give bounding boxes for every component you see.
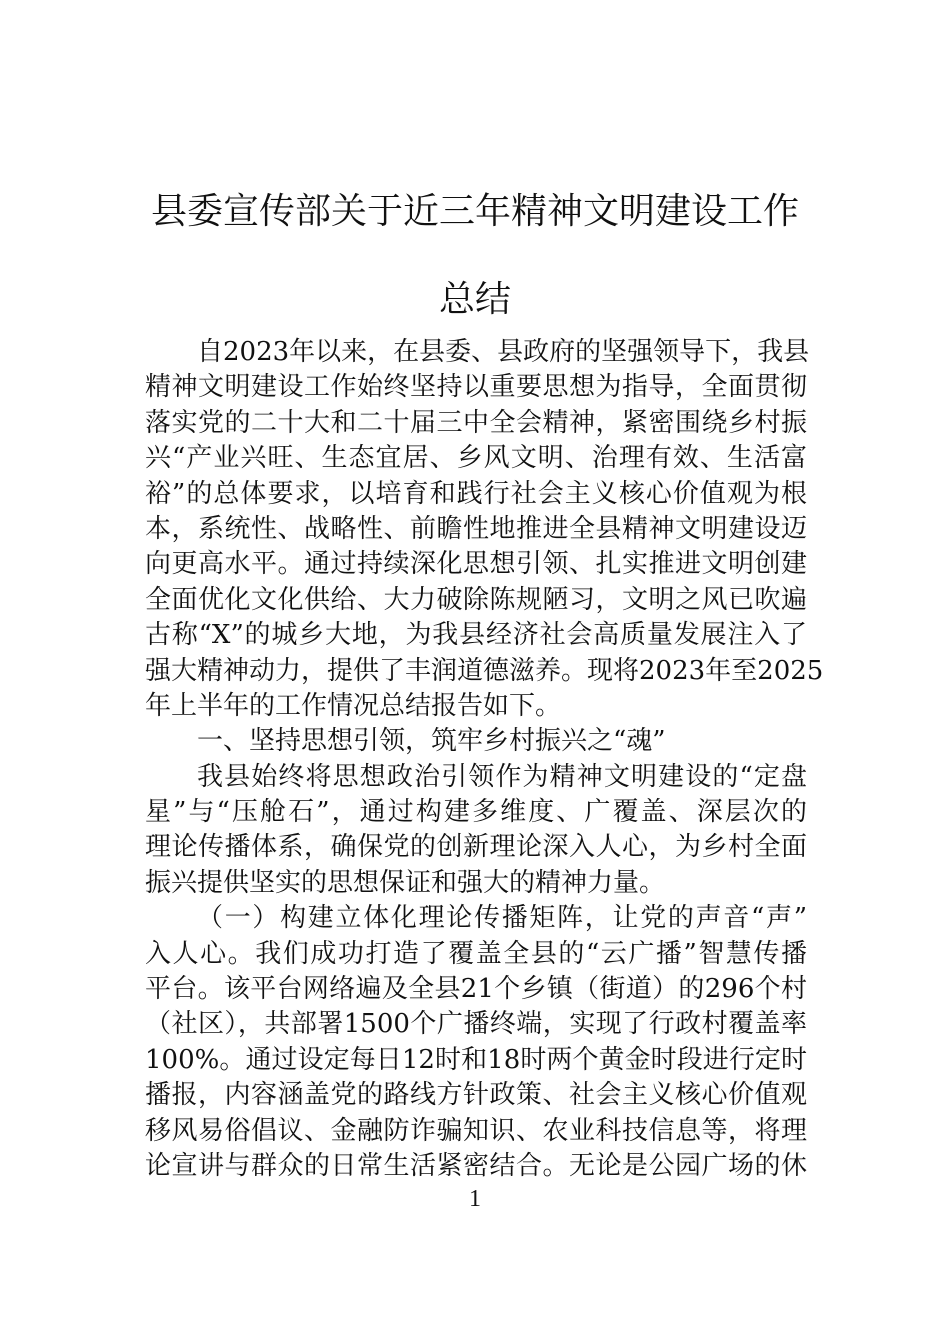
paragraph-line: 兴“产业兴旺、生态宜居、乡风文明、治理有效、生活富 [145,443,807,474]
paragraph-line: 全面优化文化供给、大力破除陈规陋习，文明之风已吹遍 [145,584,807,615]
paragraph-line: 古称“X”的城乡大地，为我县经济社会高质量发展注入了 [145,620,807,651]
paragraph-line: 移风易俗倡议、金融防诈骗知识、农业科技信息等，将理 [145,1115,807,1146]
paragraph-line: 年上半年的工作情况总结报告如下。 [145,690,562,721]
document-body [145,335,824,1184]
paragraph-line: 自2023年以来，在县委、县政府的坚强领导下，我县 [197,337,810,367]
paragraph-line: 100%。通过设定每日12时和18时两个黄金时段进行定时 [145,1044,807,1075]
document-title [145,168,805,344]
paragraph-line: 裕”的总体要求，以培育和践行社会主义核心价值观为根 [145,478,807,509]
paragraph-line: 精神文明建设工作始终坚持以重要思想为指导，全面贯彻 [145,372,807,403]
paragraph-line: 理论传播体系，确保党的创新理论深入人心，为乡村全面 [145,832,807,863]
paragraph-line: 播报，内容涵盖党的路线方针政策、社会主义核心价值观 [145,1080,807,1111]
paragraph-line: 强大精神动力，提供了丰润道德滋养。现将2023年至2025 [145,655,824,686]
paragraph-line: 向更高水平。通过持续深化思想引领、扎实推进文明创建 [145,549,807,580]
paragraph-line: 星”与“压舱石”，通过构建多维度、广覆盖、深层次的 [145,797,807,828]
paragraph-line: （一）构建立体化理论传播矩阵，让党的声音“声” [197,903,807,934]
paragraph-line: 落实党的二十大和二十届三中全会精神，紧密围绕乡村振 [145,407,807,438]
paragraph-line: 入人心。我们成功打造了覆盖全县的“云广播”智慧传播 [145,938,807,969]
paragraph-line: （社区），共部署1500个广播终端，实现了行政村覆盖率 [145,1009,807,1040]
section-heading: 一、坚持思想引领，筑牢乡村振兴之“魂” [197,726,666,757]
page-number: 1 [469,1186,481,1212]
title-line-2: 总结 [438,279,511,320]
paragraph-line: 振兴提供坚实的思想保证和强大的精神力量。 [145,867,666,898]
paragraph-line: 本，系统性、战略性、前瞻性地推进全县精神文明建设迈 [145,513,807,544]
paragraph-line: 论宣讲与群众的日常生活紧密结合。无论是公园广场的休 [145,1150,807,1181]
paragraph-line: 平台。该平台网络遍及全县21个乡镇（街道）的296个村 [145,974,807,1005]
paragraph-line: 我县始终将思想政治引领作为精神文明建设的“定盘 [197,761,807,792]
title-line-1: 县委宣传部关于近三年精神文明建设工作 [150,191,799,232]
